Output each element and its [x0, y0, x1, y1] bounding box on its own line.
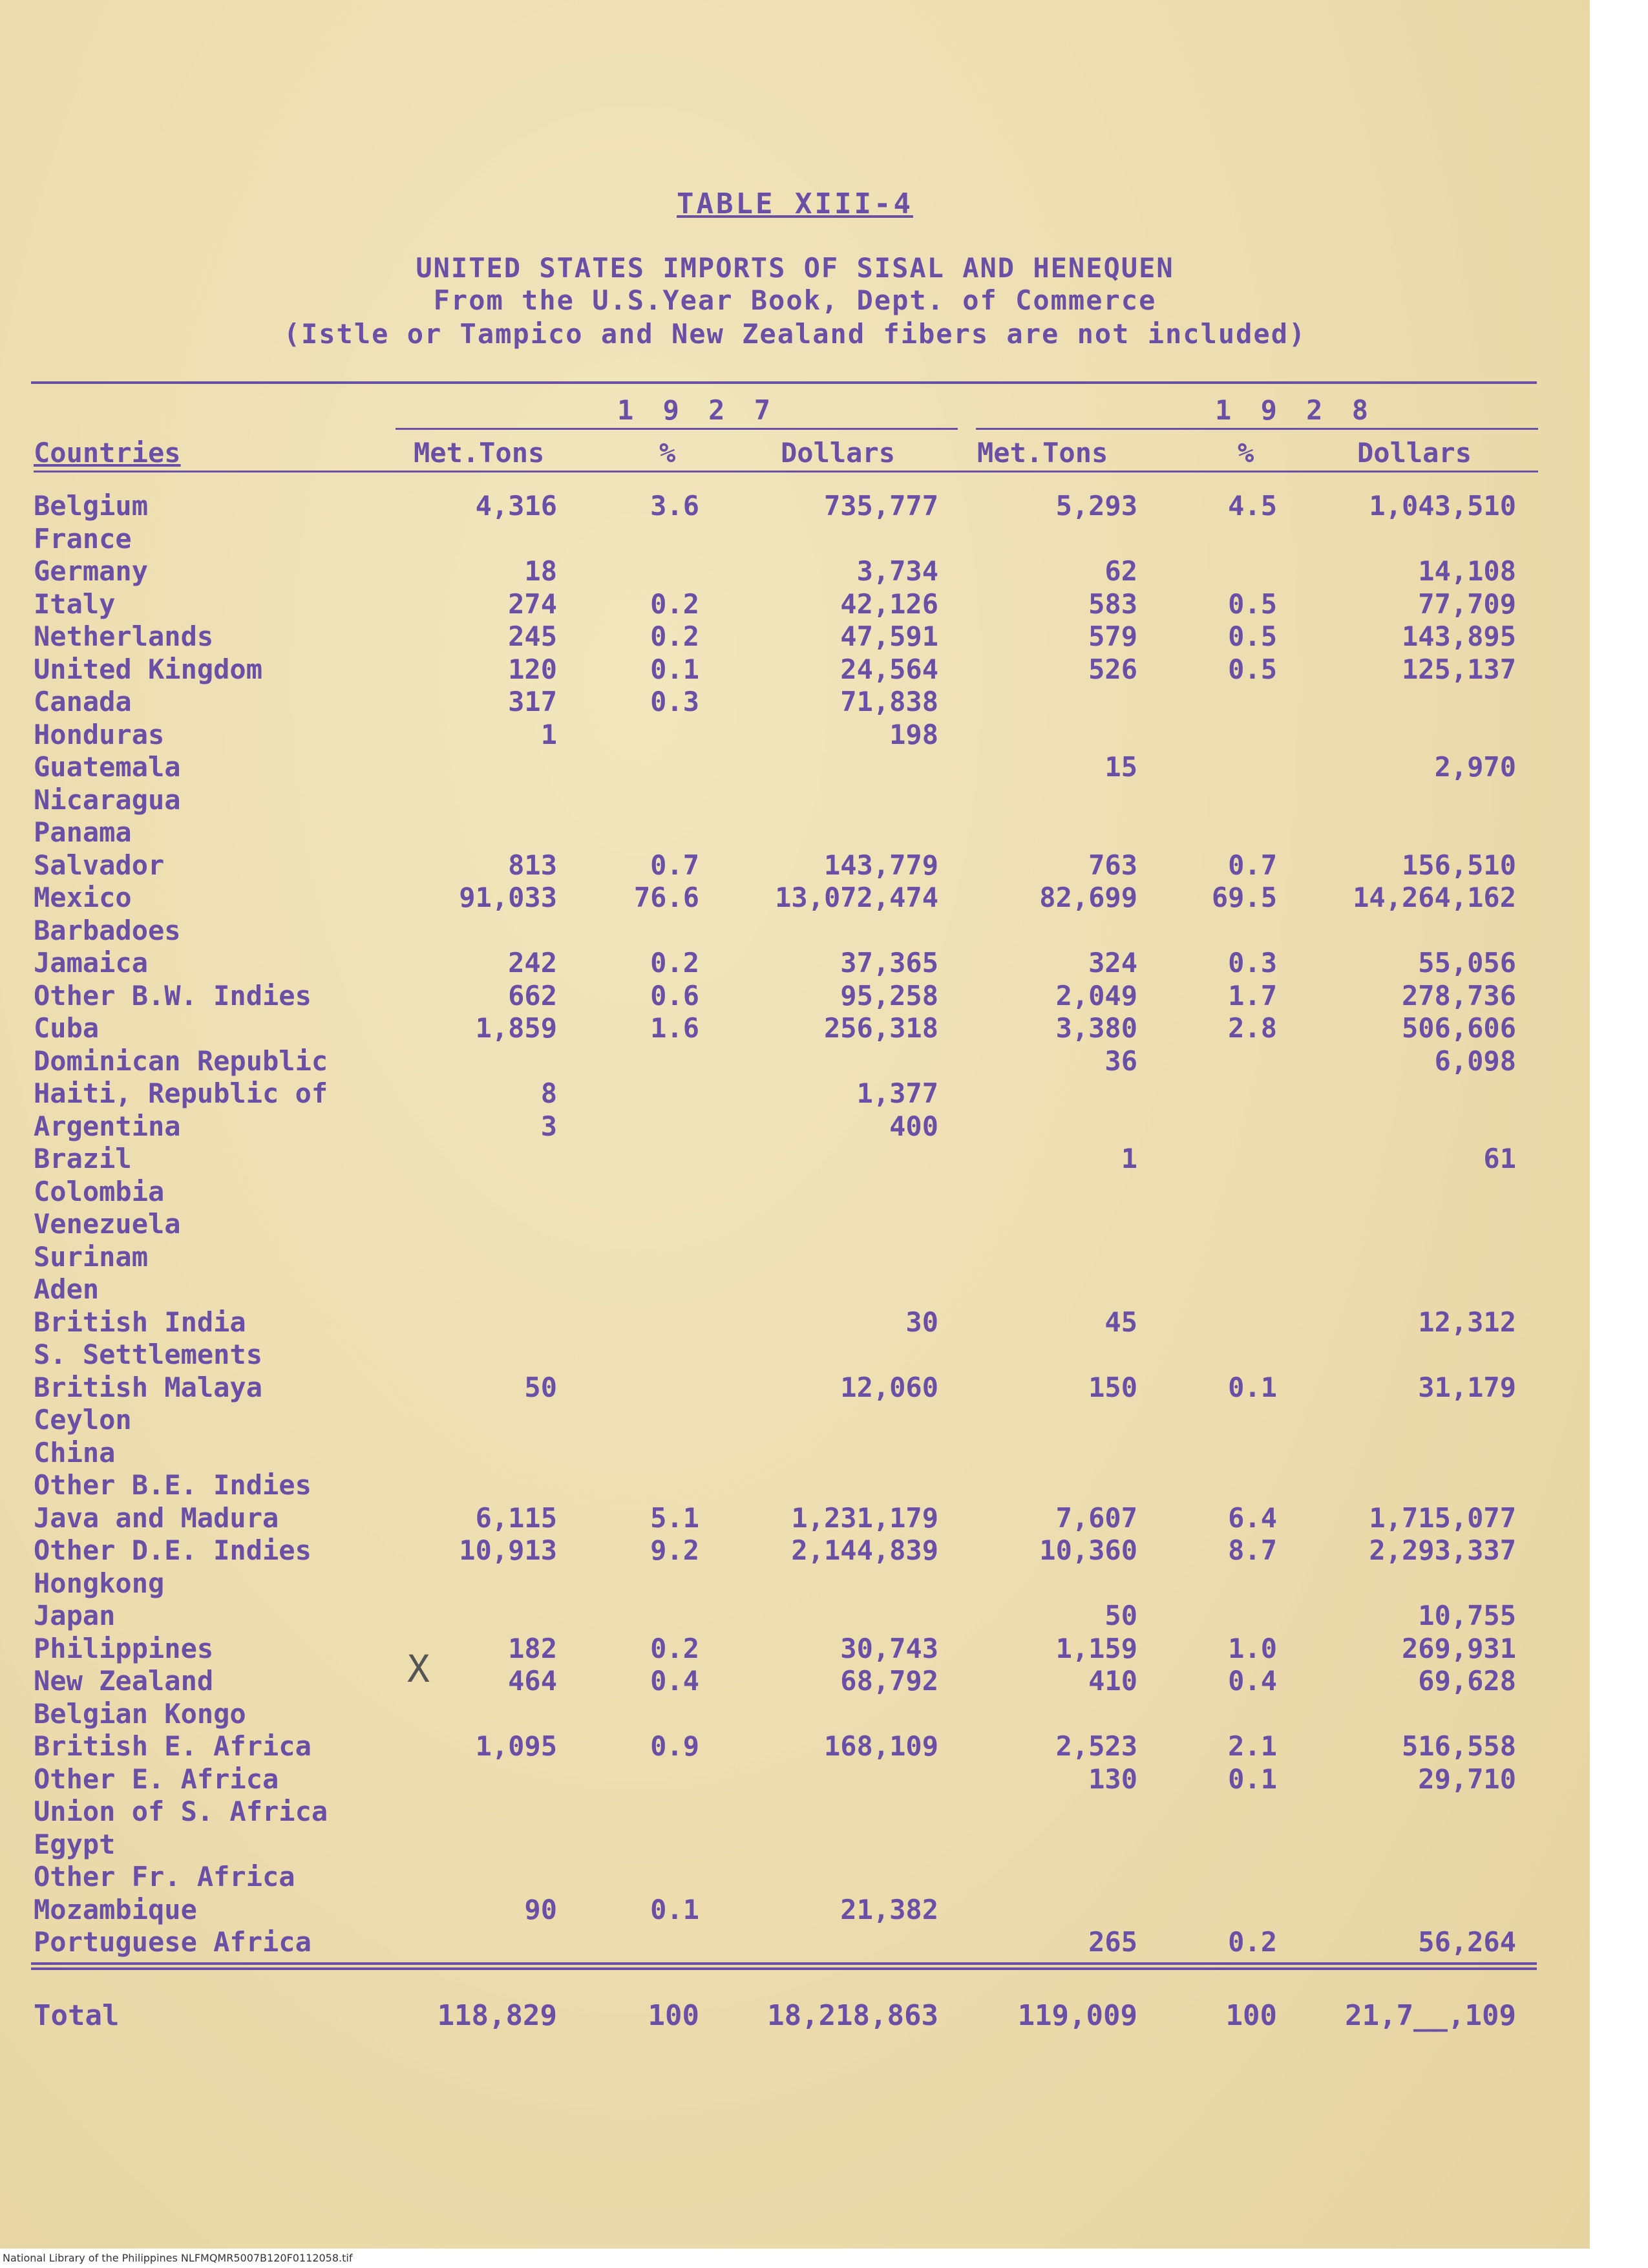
cell-tons-1927: 90 — [524, 1893, 557, 1925]
cell-country: Nicaragua — [34, 783, 181, 816]
total-tons-1928: 119,009 — [1017, 1999, 1137, 2032]
cell-country: Canada — [34, 686, 132, 717]
cell-country: Guatemala — [34, 751, 181, 783]
cell-country: Colombia — [34, 1175, 165, 1207]
cell-tons-1928: 7,607 — [1055, 1501, 1137, 1534]
cell-dollars-1927: 400 — [889, 1110, 938, 1142]
table-row — [0, 555, 1590, 588]
cell-dollars-1927: 168,109 — [823, 1730, 938, 1762]
cell-tons-1928: 3,380 — [1055, 1012, 1137, 1044]
cell-dollars-1928: 6,098 — [1434, 1044, 1516, 1077]
cell-tons-1927: 245 — [508, 620, 557, 652]
top-rule — [31, 381, 1537, 384]
table-row — [0, 490, 1590, 523]
table-row — [0, 1143, 1590, 1176]
table-row — [0, 1372, 1590, 1404]
cell-dollars-1928: 143,895 — [1401, 620, 1516, 652]
cell-dollars-1928: 156,510 — [1401, 849, 1516, 881]
cell-tons-1927: 6,115 — [475, 1501, 557, 1534]
cell-pct-1927: 0.2 — [650, 947, 699, 979]
cell-tons-1928: 150 — [1088, 1371, 1137, 1403]
cell-dollars-1927: 24,564 — [840, 653, 938, 685]
year-1927-rule — [396, 428, 958, 430]
cell-dollars-1928: 2,970 — [1434, 751, 1516, 783]
cell-pct-1928: 6.4 — [1228, 1501, 1277, 1534]
cell-dollars-1928: 12,312 — [1418, 1306, 1516, 1338]
cell-dollars-1928: 2,293,337 — [1369, 1534, 1516, 1566]
cell-pct-1928: 0.1 — [1228, 1371, 1277, 1403]
cell-country: Belgium — [34, 490, 149, 522]
header-dollars-1928: Dollars — [1357, 437, 1472, 469]
cell-country: Netherlands — [34, 620, 214, 652]
cell-dollars-1927: 71,838 — [840, 686, 938, 717]
table-row — [0, 1502, 1590, 1535]
table-row — [0, 1894, 1590, 1927]
cell-dollars-1928: 10,755 — [1418, 1600, 1516, 1631]
cell-dollars-1928: 61 — [1483, 1143, 1516, 1174]
header-countries: Countries — [34, 437, 181, 469]
cell-country: Honduras — [34, 718, 165, 750]
total-pct-1928: 100 — [1225, 1999, 1277, 2032]
header-rule — [34, 471, 1538, 472]
cell-dollars-1927: 68,792 — [840, 1665, 938, 1697]
cell-tons-1928: 62 — [1104, 555, 1137, 587]
table-row — [0, 1077, 1590, 1110]
table-row — [0, 784, 1590, 817]
table-row — [0, 588, 1590, 621]
cell-dollars-1927: 3,734 — [856, 555, 938, 587]
cell-country: Argentina — [34, 1110, 181, 1142]
cell-tons-1928: 579 — [1088, 620, 1137, 652]
cell-country: Japan — [34, 1600, 116, 1631]
cell-country: Other D.E. Indies — [34, 1534, 312, 1566]
table-row — [0, 1208, 1590, 1241]
header-tons-1927: Met.Tons — [414, 437, 545, 469]
cell-tons-1928: 10,360 — [1039, 1534, 1137, 1566]
scan-margin — [1590, 0, 1648, 2268]
table-row — [0, 1012, 1590, 1045]
table-row — [0, 849, 1590, 882]
table-row — [0, 1110, 1590, 1143]
cell-pct-1928: 0.4 — [1228, 1665, 1277, 1697]
cell-country: Brazil — [34, 1143, 132, 1174]
cell-pct-1927: 0.4 — [650, 1665, 699, 1697]
cell-dollars-1928: 14,108 — [1418, 555, 1516, 587]
cell-pct-1928: 0.3 — [1228, 947, 1277, 979]
total-rule-2 — [31, 1967, 1537, 1970]
table-row — [0, 1306, 1590, 1339]
cell-country: Other Fr. Africa — [34, 1861, 295, 1892]
cell-tons-1928: 763 — [1088, 849, 1137, 881]
table-row — [0, 1404, 1590, 1437]
cell-pct-1928: 2.1 — [1228, 1730, 1277, 1762]
cell-tons-1927: 91,033 — [459, 882, 557, 913]
cell-country: British Malaya — [34, 1371, 263, 1403]
cell-dollars-1927: 21,382 — [840, 1893, 938, 1925]
table-row — [0, 980, 1590, 1013]
header-dollars-1927: Dollars — [781, 437, 896, 469]
cell-pct-1928: 0.5 — [1228, 588, 1277, 620]
cell-tons-1927: 317 — [508, 686, 557, 717]
cell-dollars-1928: 1,715,077 — [1369, 1501, 1516, 1534]
table-row — [0, 686, 1590, 719]
cell-tons-1927: 1,095 — [475, 1730, 557, 1762]
cell-country: Other E. Africa — [34, 1763, 279, 1795]
table-row — [0, 1926, 1590, 1959]
cell-country: China — [34, 1436, 116, 1468]
cell-tons-1928: 5,293 — [1055, 490, 1137, 522]
table-row — [0, 1698, 1590, 1731]
table-row — [0, 653, 1590, 686]
cell-dollars-1927: 143,779 — [823, 849, 938, 881]
cell-tons-1927: 18 — [524, 555, 557, 587]
margin-x-mark: X — [407, 1647, 430, 1691]
table-row — [0, 1796, 1590, 1828]
cell-tons-1927: 3 — [540, 1110, 557, 1142]
total-dollars-1927: 18,218,863 — [767, 1999, 938, 2032]
table-row — [0, 915, 1590, 948]
cell-country: Cuba — [34, 1012, 100, 1044]
cell-tons-1928: 82,699 — [1039, 882, 1137, 913]
cell-country: Salvador — [34, 849, 165, 881]
cell-country: Barbadoes — [34, 914, 181, 946]
table-row — [0, 1600, 1590, 1633]
cell-pct-1927: 9.2 — [650, 1534, 699, 1566]
cell-country: Mozambique — [34, 1893, 197, 1925]
year-1928-rule — [976, 428, 1538, 430]
header-tons-1928: Met.Tons — [977, 437, 1108, 469]
cell-dollars-1928: 506,606 — [1401, 1012, 1516, 1044]
cell-pct-1928: 1.7 — [1228, 979, 1277, 1012]
table-row — [0, 1534, 1590, 1567]
cell-pct-1928: 0.2 — [1228, 1926, 1277, 1958]
cell-pct-1928: 2.8 — [1228, 1012, 1277, 1044]
subtitle-line-2: From the U.S.Year Book, Dept. of Commerce — [433, 284, 1157, 316]
cell-tons-1928: 526 — [1088, 653, 1137, 685]
cell-country: Hongkong — [34, 1567, 165, 1599]
cell-tons-1927: 242 — [508, 947, 557, 979]
cell-dollars-1927: 735,777 — [823, 490, 938, 522]
cell-tons-1927: 182 — [508, 1632, 557, 1664]
cell-tons-1928: 36 — [1104, 1044, 1137, 1077]
table-row — [0, 1567, 1590, 1600]
cell-dollars-1927: 30 — [905, 1306, 938, 1338]
cell-pct-1927: 0.6 — [650, 979, 699, 1012]
table-row — [0, 751, 1590, 784]
cell-country: British E. Africa — [34, 1730, 312, 1762]
table-row — [0, 620, 1590, 653]
cell-country: Philippines — [34, 1632, 214, 1664]
cell-tons-1928: 45 — [1104, 1306, 1137, 1338]
cell-tons-1928: 583 — [1088, 588, 1137, 620]
cell-country: Surinam — [34, 1240, 149, 1273]
cell-dollars-1927: 42,126 — [840, 588, 938, 620]
cell-country: Haiti, Republic of — [34, 1077, 328, 1109]
cell-tons-1927: 1 — [540, 718, 557, 750]
total-label: Total — [34, 1999, 120, 2032]
cell-country: Italy — [34, 588, 116, 620]
cell-tons-1927: 4,316 — [475, 490, 557, 522]
cell-pct-1927: 0.2 — [650, 1632, 699, 1664]
cell-tons-1928: 2,523 — [1055, 1730, 1137, 1762]
cell-pct-1927: 0.7 — [650, 849, 699, 881]
cell-pct-1928: 4.5 — [1228, 490, 1277, 522]
cell-dollars-1928: 1,043,510 — [1369, 490, 1516, 522]
cell-tons-1928: 130 — [1088, 1763, 1137, 1795]
total-row — [0, 1999, 1590, 2032]
cell-tons-1927: 120 — [508, 653, 557, 685]
cell-pct-1927: 3.6 — [650, 490, 699, 522]
table-row — [0, 1339, 1590, 1372]
cell-pct-1927: 0.2 — [650, 620, 699, 652]
total-pct-1927: 100 — [648, 1999, 699, 2032]
cell-dollars-1927: 256,318 — [823, 1012, 938, 1044]
cell-tons-1928: 265 — [1088, 1926, 1137, 1958]
cell-pct-1928: 8.7 — [1228, 1534, 1277, 1566]
cell-pct-1927: 76.6 — [633, 882, 699, 913]
cell-tons-1927: 464 — [508, 1665, 557, 1697]
cell-dollars-1928: 56,264 — [1418, 1926, 1516, 1958]
cell-country: Union of S. Africa — [34, 1796, 328, 1827]
cell-pct-1927: 0.1 — [650, 1893, 699, 1925]
cell-dollars-1928: 14,264,162 — [1353, 882, 1516, 913]
cell-dollars-1928: 77,709 — [1418, 588, 1516, 620]
cell-dollars-1927: 95,258 — [840, 979, 938, 1012]
cell-dollars-1928: 55,056 — [1418, 947, 1516, 979]
cell-pct-1928: 1.0 — [1228, 1632, 1277, 1664]
cell-tons-1928: 1 — [1121, 1143, 1137, 1174]
cell-country: Germany — [34, 555, 149, 587]
cell-country: France — [34, 522, 132, 555]
cell-country: Java and Madura — [34, 1501, 279, 1534]
cell-dollars-1927: 37,365 — [840, 947, 938, 979]
cell-dollars-1927: 198 — [889, 718, 938, 750]
cell-tons-1928: 2,049 — [1055, 979, 1137, 1012]
cell-dollars-1928: 31,179 — [1418, 1371, 1516, 1403]
cell-country: Belgian Kongo — [34, 1697, 246, 1730]
cell-pct-1927: 1.6 — [650, 1012, 699, 1044]
cell-tons-1928: 50 — [1104, 1600, 1137, 1631]
table-row — [0, 1763, 1590, 1796]
subtitle-line-1: UNITED STATES IMPORTS OF SISAL AND HENEQUEN — [416, 252, 1174, 284]
cell-tons-1927: 10,913 — [459, 1534, 557, 1566]
cell-dollars-1927: 47,591 — [840, 620, 938, 652]
cell-tons-1927: 662 — [508, 979, 557, 1012]
cell-tons-1928: 324 — [1088, 947, 1137, 979]
table-row — [0, 1273, 1590, 1306]
cell-pct-1928: 0.7 — [1228, 849, 1277, 881]
cell-pct-1927: 5.1 — [650, 1501, 699, 1534]
cell-tons-1928: 1,159 — [1055, 1632, 1137, 1664]
table-row — [0, 882, 1590, 915]
cell-dollars-1928: 269,931 — [1401, 1632, 1516, 1664]
subtitle-line-3: (Istle or Tampico and New Zealand fibers are not included) — [283, 318, 1307, 350]
cell-dollars-1927: 13,072,474 — [775, 882, 938, 913]
cell-dollars-1927: 30,743 — [840, 1632, 938, 1664]
cell-dollars-1928: 516,558 — [1401, 1730, 1516, 1762]
cell-country: Egypt — [34, 1828, 116, 1860]
cell-dollars-1927: 1,231,179 — [791, 1501, 938, 1534]
table-row — [0, 1730, 1590, 1763]
cell-country: New Zealand — [34, 1665, 214, 1697]
cell-pct-1928: 0.5 — [1228, 653, 1277, 685]
year-1927: 1 9 2 7 — [617, 394, 777, 426]
table-row — [0, 1437, 1590, 1470]
cell-tons-1927: 1,859 — [475, 1012, 557, 1044]
table-row — [0, 1176, 1590, 1209]
scan-footer: National Library of the Philippines NLFMQMR5007B120F0112058.tif — [0, 2249, 1592, 2268]
cell-country: Ceylon — [34, 1404, 132, 1436]
table-row — [0, 719, 1590, 752]
table-row — [0, 1045, 1590, 1078]
cell-pct-1928: 69.5 — [1211, 882, 1277, 913]
table-row — [0, 1861, 1590, 1894]
table-title: TABLE XIII-4 — [677, 187, 913, 220]
cell-country: Aden — [34, 1273, 100, 1305]
cell-country: Panama — [34, 816, 132, 848]
cell-dollars-1927: 12,060 — [840, 1371, 938, 1403]
header-pct-1928: % — [1238, 437, 1254, 469]
total-dollars-1928: 21,7__,109 — [1345, 1999, 1516, 2032]
year-1928: 1 9 2 8 — [1215, 394, 1375, 426]
cell-tons-1927: 274 — [508, 588, 557, 620]
cell-country: Portuguese Africa — [34, 1926, 312, 1958]
cell-tons-1927: 8 — [540, 1077, 557, 1109]
table-row — [0, 523, 1590, 556]
cell-country: Venezuela — [34, 1208, 181, 1240]
table-row — [0, 1469, 1590, 1502]
cell-country: Jamaica — [34, 947, 149, 979]
cell-dollars-1927: 1,377 — [856, 1077, 938, 1109]
cell-dollars-1928: 69,628 — [1418, 1665, 1516, 1697]
cell-dollars-1928: 278,736 — [1401, 979, 1516, 1012]
cell-dollars-1927: 2,144,839 — [791, 1534, 938, 1566]
cell-tons-1927: 813 — [508, 849, 557, 881]
cell-pct-1927: 0.3 — [650, 686, 699, 717]
table-row — [0, 1633, 1590, 1666]
cell-country: United Kingdom — [34, 653, 263, 685]
cell-dollars-1928: 29,710 — [1418, 1763, 1516, 1795]
header-pct-1927: % — [659, 437, 676, 469]
cell-tons-1928: 410 — [1088, 1665, 1137, 1697]
cell-country: British India — [34, 1306, 246, 1338]
table-row — [0, 816, 1590, 849]
table-row — [0, 947, 1590, 980]
table-row — [0, 1828, 1590, 1861]
cell-country: Dominican Republic — [34, 1044, 328, 1077]
cell-country: Other B.E. Indies — [34, 1469, 312, 1501]
cell-country: Mexico — [34, 882, 132, 913]
total-tons-1927: 118,829 — [437, 1999, 557, 2032]
cell-country: Other B.W. Indies — [34, 979, 312, 1012]
table-row — [0, 1241, 1590, 1274]
table-row — [0, 1665, 1590, 1698]
cell-pct-1928: 0.5 — [1228, 620, 1277, 652]
total-rule-1 — [31, 1962, 1537, 1965]
cell-tons-1927: 50 — [524, 1371, 557, 1403]
cell-pct-1927: 0.1 — [650, 653, 699, 685]
cell-dollars-1928: 125,137 — [1401, 653, 1516, 685]
cell-pct-1927: 0.2 — [650, 588, 699, 620]
cell-pct-1927: 0.9 — [650, 1730, 699, 1762]
cell-country: S. Settlements — [34, 1339, 263, 1370]
cell-tons-1928: 15 — [1104, 751, 1137, 783]
cell-pct-1928: 0.1 — [1228, 1763, 1277, 1795]
